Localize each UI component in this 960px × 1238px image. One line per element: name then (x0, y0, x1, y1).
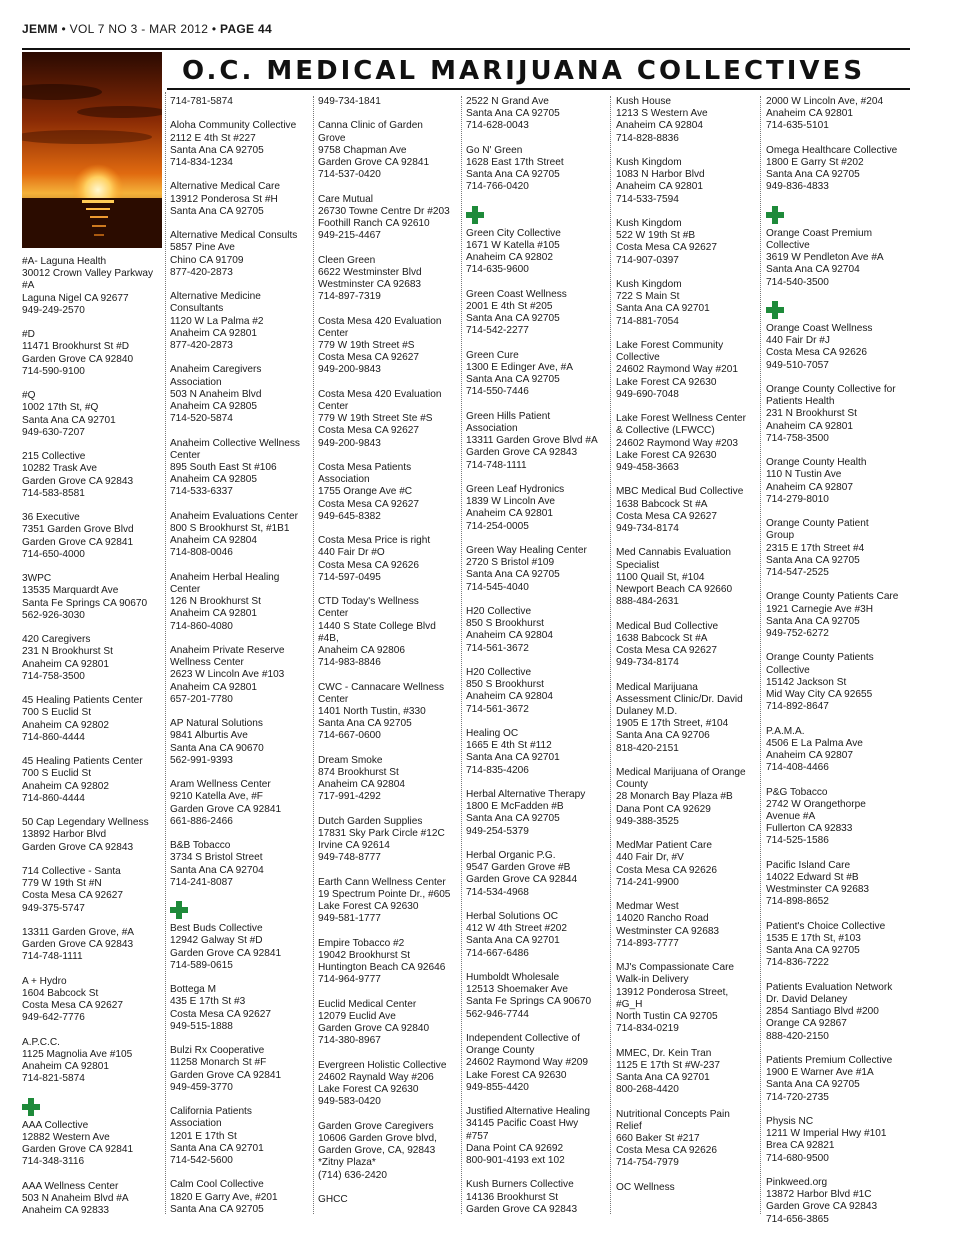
listing-column-4 (466, 96, 614, 1228)
collective-listing: Medmar West 14020 Rancho Road Westminster CA 92683 714-893-7777 (616, 901, 720, 949)
collective-listing: Orange County Collective for Patients Health 231 N Brookhurst St Anaheim CA 92801 714-758-3500 (766, 384, 896, 444)
collective-listing: H20 Collective 850 S Brookhurst Anaheim CA 92804 714-561-3672 (466, 667, 553, 715)
collective-listing: Garden Grove Caregivers 10606 Garden Grove blvd, Garden Grove, CA, 92843 *Zitny Plaza* (714) 636-2420 (318, 1120, 437, 1181)
collective-listing: 949-734-1841 (318, 96, 381, 107)
collective-listing: Evergreen Holistic Collective 24602 Raynald Way #206 Lake Forest CA 92630 949-583-0420 (318, 1059, 447, 1108)
collective-listing: Aloha Community Collective 2112 E 4th St #227 Santa Ana CA 92705 714-834-1234 (170, 120, 297, 168)
collective-listing: 714 Collective - Santa 779 W 19th St #N Costa Mesa CA 92627 949-375-5747 (22, 866, 123, 914)
medical-cross-icon (22, 1098, 40, 1116)
collective-listing: 36 Executive 7351 Garden Grove Blvd Garden Grove CA 92841 714-650-4000 (22, 512, 134, 560)
collective-listing: Anaheim Evaluations Center 800 S Brookhurst St, #1B1 Anaheim CA 92804 714-808-0046 (170, 510, 298, 559)
collective-listing: Independent Collective of Orange County 24602 Raymond Way #209 Lake Forest CA 92630 949-855-4420 (466, 1033, 588, 1093)
collective-listing: Calm Cool Collective 1820 E Garry Ave, #201 Santa Ana CA 92705 (170, 1179, 278, 1215)
collective-listing: Herbal Solutions OC 412 W 4th Street #202 Santa Ana CA 92701 714-667-6486 (466, 911, 568, 959)
header-rule (22, 48, 910, 50)
collective-listing: AAA Collective 12882 Western Ave Garden Grove CA 92841 714-348-3116 (22, 1119, 134, 1168)
collective-listing: Green Hills Patient Association 13311 Garden Grove Blvd #A Garden Grove CA 92843 714-748-1111 (466, 410, 598, 471)
collective-listing: Best Buds Collective 12942 Galway St #D Garden Grove CA 92841 714-589-0615 (170, 923, 282, 971)
collective-listing: Lake Forest Community Collective 24602 Raymond Way #201 Lake Forest CA 92630 949-690-7048 (616, 340, 738, 400)
collective-listing: Kush Kingdom 522 W 19th St #B Costa Mesa CA 92627 714-907-0397 (616, 218, 717, 266)
collective-listing: Physis NC 1211 W Imperial Hwy #101 Brea CA 92821 714-680-9500 (766, 1116, 887, 1164)
collective-listing: California Patients Association 1201 E 17th St Santa Ana CA 92701 714-542-5600 (170, 1106, 264, 1167)
collective-listing: Patients Premium Collective 1900 E Warner Ave #1A Santa Ana CA 92705 714-720-2735 (766, 1055, 893, 1103)
listing-column-6 (766, 96, 914, 1238)
collective-listing: Green Coast Wellness 2001 E 4th St #205 Santa Ana CA 92705 714-542-2277 (466, 288, 567, 337)
collective-listing: 3WPC 13535 Marquardt Ave Santa Fe Springs CA 90670 562-926-3030 (22, 573, 148, 621)
sunset-photo (22, 52, 162, 248)
collective-listing: Care Mutual 26730 Towne Centre Dr #203 Foothill Ranch CA 92610 949-215-4467 (318, 193, 450, 242)
collective-listing: Aram Wellness Center 9210 Katella Ave, #F Garden Grove CA 92841 661-886-2466 (170, 779, 282, 827)
collective-listing: Orange County Patient Group 2315 E 17th Street #4 Santa Ana CA 92705 714-547-2525 (766, 518, 869, 579)
collective-listing: P&G Tobacco 2742 W Orangethorpe Avenue #A Fullerton CA 92833 714-525-1586 (766, 786, 866, 847)
collective-listing: #A- Laguna Health 30012 Crown Valley Parkway #A Laguna Nigel CA 92677 949-249-2570 (22, 256, 154, 316)
collective-listing: Empire Tobacco #2 19042 Brookhurst St Huntington Beach CA 92646 714-964-9777 (318, 937, 446, 986)
collective-listing: 45 Healing Patients Center 700 S Euclid St Anaheim CA 92802 714-860-4444 (22, 756, 143, 804)
collective-listing: Canna Clinic of Garden Grove 9758 Chapman Ave Garden Grove CA 92841 714-537-0420 (318, 120, 430, 181)
bullet-separator: • (211, 22, 217, 36)
collective-listing: 50 Cap Legendary Wellness 13892 Harbor Blvd Garden Grove CA 92843 (22, 817, 149, 853)
collective-listing: H20 Collective 850 S Brookhurst Anaheim CA 92804 714-561-3672 (466, 606, 553, 654)
collective-listing: P.A.M.A. 4506 E La Palma Ave Anaheim CA 92807 714-408-4466 (766, 725, 863, 774)
bullet-separator: • (61, 22, 67, 36)
collective-listing: Medical Marijuana Assessment Clinic/Dr. David Dulaney M.D. 1905 E 17th Street, #104 Santa Ana CA 92706 818-420-2151 (616, 681, 743, 754)
collective-listing: Justified Alternative Healing 34145 Pacific Coast Hwy #757 Dana Point CA 92692 800-901-4193 ext 102 (466, 1106, 590, 1167)
collective-listing: Kush Kingdom 722 S Main St Santa Ana CA 92701 714-881-7054 (616, 279, 710, 327)
collective-listing: Cleen Green 6622 Westminster Blvd Westminster CA 92683 714-897-7319 (318, 254, 422, 303)
collective-listing: B&B Tobacco 3734 S Bristol Street Santa Ana CA 92704 714-241-8087 (170, 840, 264, 888)
collective-listing: Anaheim Herbal Healing Center 126 N Brookhurst St Anaheim CA 92801 714-860-4080 (170, 571, 280, 632)
collective-listing: MBC Medical Bud Collective 1638 Babcock St #A Costa Mesa CA 92627 949-734-8174 (616, 486, 744, 535)
collective-listing: Humboldt Wholesale 12513 Shoemaker Ave Santa Fe Springs CA 90670 562-946-7744 (466, 972, 592, 1020)
collective-listing: Euclid Medical Center 12079 Euclid Ave Garden Grove CA 92840 714-380-8967 (318, 998, 430, 1047)
collective-listing: Orange Coast Premium Collective 3619 W Pendleton Ave #A Santa Ana CA 92704 714-540-3500 (766, 227, 884, 288)
collective-listing: Kush Burners Collective 14136 Brookhurst St Garden Grove CA 92843 (466, 1179, 578, 1215)
collective-listing: Orange County Health 110 N Tustin Ave Anaheim CA 92807 714-279-8010 (766, 457, 867, 505)
collective-listing: Bulzi Rx Cooperative 11258 Monarch St #F Garden Grove CA 92841 949-459-3770 (170, 1045, 282, 1093)
collective-listing: Orange Coast Wellness 440 Fair Dr #J Costa Mesa CA 92626 949-510-7057 (766, 323, 873, 371)
collective-listing: CTD Today's Wellness Center 1440 S State College Blvd #4B, Anaheim CA 92806 714-983-8846 (318, 596, 436, 669)
collective-listing: 215 Collective 10282 Trask Ave Garden Grove CA 92843 714-583-8581 (22, 451, 134, 499)
collective-listing: Dutch Garden Supplies 17831 Sky Park Circle #12C Irvine CA 92614 949-748-8777 (318, 815, 445, 864)
collective-listing: Go N' Green 1628 East 17th Street Santa Ana CA 92705 714-766-0420 (466, 144, 564, 193)
collective-listing: Costa Mesa 420 Evaluation Center 779 W 19th Street Ste #S Costa Mesa CA 92627 949-200-9843 (318, 388, 442, 449)
collective-listing: Green City Collective 1671 W Katella #105 Anaheim CA 92802 714-635-9600 (466, 227, 561, 276)
medical-cross-icon (170, 901, 188, 919)
listing-column-5 (616, 96, 764, 1206)
collective-listing: CWC - Cannacare Wellness Center 1401 North Tustin, #330 Santa Ana CA 92705 714-667-0600 (318, 681, 445, 742)
issue-info: VOL 7 NO 3 - MAR 2012 (69, 22, 209, 36)
collective-listing: Green Leaf Hydronics 1839 W Lincoln Ave Anaheim CA 92801 714-254-0005 (466, 484, 565, 532)
collective-listing: Anaheim Caregivers Association 503 N Anaheim Blvd Anaheim CA 92805 714-520-5874 (170, 364, 262, 425)
collective-listing: 714-781-5874 (170, 96, 233, 107)
collective-listing: Medical Marijuana of Orange County 28 Monarch Bay Plaza #B Dana Pont CA 92629 949-388-3525 (616, 767, 746, 827)
collective-listing: #D 11471 Brookhurst St #D Garden Grove CA 92840 714-590-9100 (22, 329, 134, 377)
collective-listing: Medical Bud Collective 1638 Babcock St #A Costa Mesa CA 92627 949-734-8174 (616, 620, 719, 669)
collective-listing: Costa Mesa 420 Evaluation Center 779 W 19th Street #S Costa Mesa CA 92627 949-200-9843 (318, 315, 442, 376)
medical-cross-icon (766, 206, 784, 224)
page-header (22, 22, 272, 36)
collective-listing: Bottega M 435 E 17th St #3 Costa Mesa CA 92627 949-515-1888 (170, 984, 271, 1032)
medical-cross-icon (766, 301, 784, 319)
collective-listing: Orange County Patients Collective 15142 Jackson St Mid Way City CA 92655 714-892-8647 (766, 652, 874, 713)
collective-listing: Alternative Medicine Consultants 1120 W La Palma #2 Anaheim CA 92801 877-420-2873 (170, 291, 264, 351)
collective-listing: Costa Mesa Price is right 440 Fair Dr #O Costa Mesa CA 92626 714-597-0495 (318, 535, 431, 583)
listing-column-3 (318, 96, 466, 1218)
collective-listing: Herbal Alternative Therapy 1800 E McFadden #B Santa Ana CA 92705 949-254-5379 (466, 789, 586, 837)
collective-listing: Green Cure 1300 E Edinger Ave, #A Santa Ana CA 92705 714-550-7446 (466, 349, 573, 398)
column-divider (165, 92, 166, 1214)
collective-listing: Dream Smoke 874 Brookhurst St Anaheim CA 92804 717-991-4292 (318, 754, 405, 803)
medical-cross-icon (466, 206, 484, 224)
collective-listing: #Q 1002 17th St, #Q Santa Ana CA 92701 949-630-7207 (22, 390, 116, 438)
title-rule (167, 88, 910, 90)
collective-listing: Patients Evaluation Network Dr. David Delaney 2854 Santiago Blvd #200 Orange CA 92867 888-420-2150 (766, 981, 893, 1042)
collective-listing: Pacific Island Care 14022 Edward St #B Westminster CA 92683 714-898-8652 (766, 859, 870, 908)
collective-listing: MJ's Compassionate Care Walk-in Delivery 13912 Ponderosa Street, #G_H North Tustin CA 92705 714-834-0219 (616, 962, 735, 1035)
collective-listing: Healing OC 1665 E 4th St #112 Santa Ana CA 92701 714-835-4206 (466, 728, 560, 776)
collective-listing: Earth Cann Wellness Center 19 Spectrum Pointe Dr., #605 Lake Forest CA 92630 949-581-1777 (318, 876, 451, 925)
collective-listing: Omega Healthcare Collective 1800 E Garry St #202 Santa Ana CA 92705 949-836-4833 (766, 144, 898, 193)
collective-listing: Anaheim Private Reserve Wellness Center 2623 W Lincoln Ave #103 Anaheim CA 92801 657-201-7780 (170, 645, 285, 705)
collective-listing: Alternative Medical Consults 5857 Pine Ave Chino CA 91709 877-420-2873 (170, 230, 298, 278)
collective-listing: Green Way Healing Center 2720 S Bristol #109 Santa Ana CA 92705 714-545-4040 (466, 545, 587, 593)
listing-column-1 (22, 256, 164, 1230)
listing-column-2 (170, 96, 318, 1228)
collective-listing: Nutritional Concepts Pain Relief 660 Baker St #217 Costa Mesa CA 92626 714-754-7979 (616, 1108, 730, 1169)
page-number: PAGE 44 (220, 22, 272, 36)
collective-listing: Orange County Patients Care 1921 Carnegie Ave #3H Santa Ana CA 92705 949-752-6272 (766, 591, 899, 640)
collective-listing: AP Natural Solutions 9841 Alburtis Ave Santa Ana CA 90670 562-991-9393 (170, 718, 264, 766)
collective-listing: 45 Healing Patients Center 700 S Euclid St Anaheim CA 92802 714-860-4444 (22, 695, 143, 743)
collective-listing: 2522 N Grand Ave Santa Ana CA 92705 714-628-0043 (466, 96, 560, 132)
collective-listing: A.P.C.C. 1125 Magnolia Ave #105 Anaheim CA 92801 714-821-5874 (22, 1036, 133, 1085)
collective-listing: Herbal Organic P.G. 9547 Garden Grove #B Garden Grove CA 92844 714-534-4968 (466, 850, 578, 898)
magazine-brand: JEMM (22, 22, 58, 36)
collective-listing: 13311 Garden Grove, #A Garden Grove CA 92843 714-748-1111 (22, 927, 135, 963)
collective-listing: Pinkweed.org 13872 Harbor Blvd #1C Garden Grove CA 92843 714-656-3865 (766, 1177, 878, 1225)
collective-listing: MMEC, Dr. Kein Tran 1125 E 17th St #W-237 Santa Ana CA 92701 800-268-4420 (616, 1047, 720, 1096)
collective-listing: MedMar Patient Care 440 Fair Dr, #V Costa Mesa CA 92626 714-241-9900 (616, 840, 717, 888)
collective-listing: OC Wellness (616, 1181, 675, 1193)
collective-listing: Alternative Medical Care 13912 Ponderosa St #H Santa Ana CA 92705 (170, 181, 280, 217)
collective-listing: Anaheim Collective Wellness Center 895 South East St #106 Anaheim CA 92805 714-533-6337 (170, 437, 300, 498)
collective-listing: Kush House 1213 S Western Ave Anaheim CA 92804 714-828-8836 (616, 96, 708, 144)
collective-listing: Costa Mesa Patients Association 1755 Orange Ave #C Costa Mesa CA 92627 949-645-8382 (318, 462, 419, 522)
collective-listing: Med Cannabis Evaluation Specialist 1100 Quail St, #104 Newport Beach CA 92660 888-484-2631 (616, 547, 733, 608)
collective-listing: AAA Wellness Center 503 N Anaheim Blvd #A Anaheim CA 92833 (22, 1180, 129, 1217)
collective-listing: 420 Caregivers 231 N Brookhurst St Anaheim CA 92801 714-758-3500 (22, 634, 113, 682)
page-title: O.C. MEDICAL MARIJUANA COLLECTIVES (182, 56, 866, 86)
collective-listing: Lake Forest Wellness Center & Collective (LFWCC) 24602 Raymond Way #203 Lake Forest CA 92630 949-458-3663 (616, 413, 746, 474)
collective-listing: Kush Kingdom 1083 N Harbor Blvd Anaheim CA 92801 714-533-7594 (616, 157, 705, 205)
collective-listing: Patient's Choice Collective 1535 E 17th St, #103 Santa Ana CA 92705 714-836-7222 (766, 920, 886, 969)
collective-listing: 2000 W Lincoln Ave, #204 Anaheim CA 92801 714-635-5101 (766, 96, 884, 132)
collective-listing: A + Hydro 1604 Babcock St Costa Mesa CA 92627 949-642-7776 (22, 975, 123, 1024)
collective-listing: GHCC (318, 1194, 348, 1206)
